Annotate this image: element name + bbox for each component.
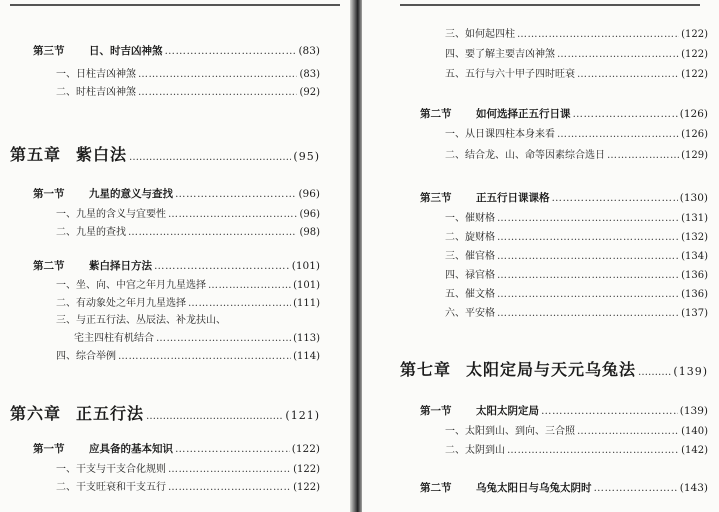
leader-dots — [165, 45, 297, 57]
leader-dots — [156, 333, 291, 344]
left-page — [0, 0, 352, 512]
subsection-title: 二、干支旺衰和干支五行 — [56, 482, 166, 493]
page-number: (101) — [291, 260, 320, 272]
toc-subsection-entry[interactable] — [56, 294, 320, 309]
leader-dots — [607, 150, 679, 161]
page-number: (126) — [679, 108, 708, 120]
section-title: 太阳太阴定局 — [476, 405, 539, 417]
page-number: (132) — [681, 232, 708, 243]
subsection-title: 二、结合龙、山、命等因素综合选日 — [445, 150, 605, 161]
toc-subsection-entry[interactable] — [56, 83, 320, 98]
page-number: (126) — [681, 129, 708, 140]
leader-dots — [497, 251, 679, 262]
subsection-title: 二、旋财格 — [445, 232, 495, 243]
page-number: (96) — [298, 188, 320, 200]
chapter-title: 太阳定局与天元乌兔法 — [466, 360, 637, 379]
section-number: 第一节 — [420, 405, 452, 417]
toc-subsection-entry[interactable] — [56, 276, 320, 291]
page-number: (122) — [681, 49, 708, 60]
subsection-title: 三、如何起四柱 — [445, 29, 515, 40]
leader-dots — [497, 270, 679, 281]
leader-dots — [577, 69, 679, 80]
toc-chapter-entry[interactable] — [10, 142, 320, 165]
section-number: 第二节 — [33, 260, 65, 272]
leader-dots — [573, 108, 678, 120]
subsection-title: 四、禄官格 — [445, 270, 495, 281]
subsection-title: 一、日柱吉凶神煞 — [56, 69, 136, 80]
toc-subsection-entry[interactable] — [445, 304, 708, 319]
toc-subsection-entry[interactable] — [56, 223, 320, 238]
page-number: (113) — [293, 333, 320, 344]
subsection-title: 二、九星的查找 — [56, 227, 126, 238]
page-number: (101) — [293, 280, 320, 291]
page-number: (83) — [298, 45, 320, 57]
page-number: (96) — [299, 209, 320, 220]
section-title: 如何选择正五行日课 — [476, 108, 571, 120]
subsection-title: 五、催文格 — [445, 289, 495, 300]
chapter-number: 第五章 — [10, 145, 62, 164]
toc-subsection-entry[interactable] — [56, 478, 320, 493]
page-number: (121) — [285, 409, 320, 422]
subsection-title: 一、坐、向、中宫之年月九星选择 — [56, 280, 206, 291]
subsection-title: 三、催官格 — [445, 251, 495, 262]
leader-dots — [557, 129, 679, 140]
page-top-rule — [400, 4, 700, 6]
toc-section-entry[interactable] — [33, 258, 320, 273]
page-number: (122) — [681, 69, 708, 80]
toc-subsection-entry[interactable] — [445, 25, 708, 40]
page-number: (95) — [293, 150, 320, 163]
page-number: (122) — [293, 464, 320, 475]
toc-subsection-entry[interactable] — [445, 45, 708, 60]
leader-dots — [175, 188, 296, 200]
leader-dots — [497, 308, 679, 319]
toc-section-entry[interactable] — [420, 106, 708, 121]
leader-dots — [146, 411, 283, 422]
toc-section-entry[interactable] — [33, 186, 320, 201]
section-number: 第三节 — [33, 45, 65, 57]
leader-dots — [168, 464, 291, 475]
toc-subsection-entry[interactable] — [445, 146, 708, 161]
section-number: 第二节 — [420, 482, 452, 494]
toc-subsection-entry[interactable] — [56, 65, 320, 80]
subsection-title: 四、要了解主要吉凶神煞 — [445, 49, 555, 60]
subsection-title: 二、时柱吉凶神煞 — [56, 87, 136, 98]
subsection-title: 二、有动象处之年月九星选择 — [56, 298, 186, 309]
toc-subsection-entry[interactable] — [445, 285, 708, 300]
section-title: 紫白择日方法 — [89, 260, 152, 272]
subsection-title: 五、五行与六十甲子四时旺衰 — [445, 69, 575, 80]
subsection-title: 一、干支与干支合化规则 — [56, 464, 166, 475]
section-number: 第一节 — [33, 443, 65, 455]
chapter-number: 第六章 — [10, 404, 62, 423]
subsection-title: 一、催财格 — [445, 213, 495, 224]
toc-subsection-entry[interactable] — [445, 422, 708, 437]
subsection-title: 四、综合举例 — [56, 351, 116, 362]
toc-subsection-entry[interactable] — [445, 228, 708, 243]
leader-dots — [594, 482, 678, 494]
leader-dots — [517, 29, 679, 40]
leader-dots — [154, 260, 290, 272]
section-number: 第三节 — [420, 192, 452, 204]
leader-dots — [175, 443, 290, 455]
toc-chapter-entry[interactable] — [10, 401, 320, 424]
section-title: 日、时吉凶神煞 — [89, 45, 163, 57]
leader-dots — [557, 49, 679, 60]
page-number: (137) — [681, 308, 708, 319]
toc-section-entry[interactable] — [33, 43, 320, 58]
leader-dots — [541, 405, 678, 417]
page-number: (122) — [291, 443, 320, 455]
toc-subsection-entry[interactable] — [445, 65, 708, 80]
toc-subsection-entry[interactable] — [445, 247, 708, 262]
page-number: (143) — [679, 482, 708, 494]
right-page — [362, 0, 719, 512]
chapter-title: 紫白法 — [76, 145, 128, 164]
leader-dots — [188, 298, 291, 309]
subsection-title: 宅主四柱有机结合 — [74, 333, 154, 344]
leader-dots — [129, 152, 291, 163]
page-number: (92) — [299, 87, 320, 98]
toc-section-entry[interactable] — [420, 403, 708, 418]
page-top-rule — [10, 4, 340, 6]
chapter-title: 正五行法 — [76, 404, 145, 423]
toc-subsection-title-line1[interactable]: 三、与正五行法、丛辰法、补龙扶山、 — [56, 315, 226, 326]
page-number: (111) — [293, 298, 320, 309]
toc-section-entry[interactable] — [420, 190, 708, 205]
toc-section-entry[interactable] — [420, 480, 708, 495]
leader-dots — [497, 289, 679, 300]
section-number: 第二节 — [420, 108, 452, 120]
toc-subsection-entry[interactable] — [74, 329, 320, 344]
toc-subsection-entry[interactable] — [445, 209, 708, 224]
section-number: 第一节 — [33, 188, 65, 200]
leader-dots — [138, 69, 297, 80]
leader-dots — [118, 351, 291, 362]
section-title: 九星的意义与查找 — [89, 188, 173, 200]
subsection-title: 二、太阴到山 — [445, 445, 505, 456]
toc-subsection-entry[interactable] — [445, 266, 708, 281]
toc-subsection-entry[interactable] — [445, 125, 708, 140]
page-number: (98) — [299, 227, 320, 238]
page-number: (140) — [681, 426, 708, 437]
leader-dots — [128, 227, 297, 238]
section-title: 正五行日课课格 — [476, 192, 550, 204]
chapter-number: 第七章 — [400, 360, 452, 379]
subsection-title: 一、从日课四柱本身来看 — [445, 129, 555, 140]
toc-subsection-entry[interactable] — [56, 205, 320, 220]
page-number: (114) — [293, 351, 320, 362]
page-number: (136) — [681, 289, 708, 300]
page-number: (131) — [681, 213, 708, 224]
leader-dots — [497, 213, 679, 224]
leader-dots — [507, 445, 679, 456]
subsection-title: 六、平安格 — [445, 308, 495, 319]
subsection-title: 一、太阳到山、到向、三合照 — [445, 426, 575, 437]
leader-dots — [168, 482, 291, 493]
leader-dots — [138, 87, 297, 98]
section-title: 乌兔太阳日与乌兔太阴时 — [476, 482, 592, 494]
section-title: 应具备的基本知识 — [89, 443, 173, 455]
toc-subsection-entry[interactable] — [56, 460, 320, 475]
leader-dots — [552, 192, 678, 204]
leader-dots — [497, 232, 679, 243]
page-number: (142) — [681, 445, 708, 456]
page-number: (122) — [681, 29, 708, 40]
subsection-title: 一、九星的含义与宜要性 — [56, 209, 166, 220]
page-number: (139) — [679, 405, 708, 417]
page-number: (122) — [293, 482, 320, 493]
leader-dots — [577, 426, 679, 437]
page-number: (83) — [299, 69, 320, 80]
leader-dots — [638, 367, 671, 378]
toc-section-entry[interactable] — [33, 441, 320, 456]
page-number: (139) — [673, 365, 708, 378]
leader-dots — [168, 209, 297, 220]
toc-chapter-entry[interactable] — [400, 357, 708, 380]
toc-subsection-entry[interactable] — [445, 441, 708, 456]
toc-subsection-entry[interactable] — [56, 347, 320, 362]
page-number: (129) — [681, 150, 708, 161]
page-number: (134) — [681, 251, 708, 262]
page-number: (136) — [681, 270, 708, 281]
leader-dots — [208, 280, 291, 291]
page-number: (130) — [679, 192, 708, 204]
